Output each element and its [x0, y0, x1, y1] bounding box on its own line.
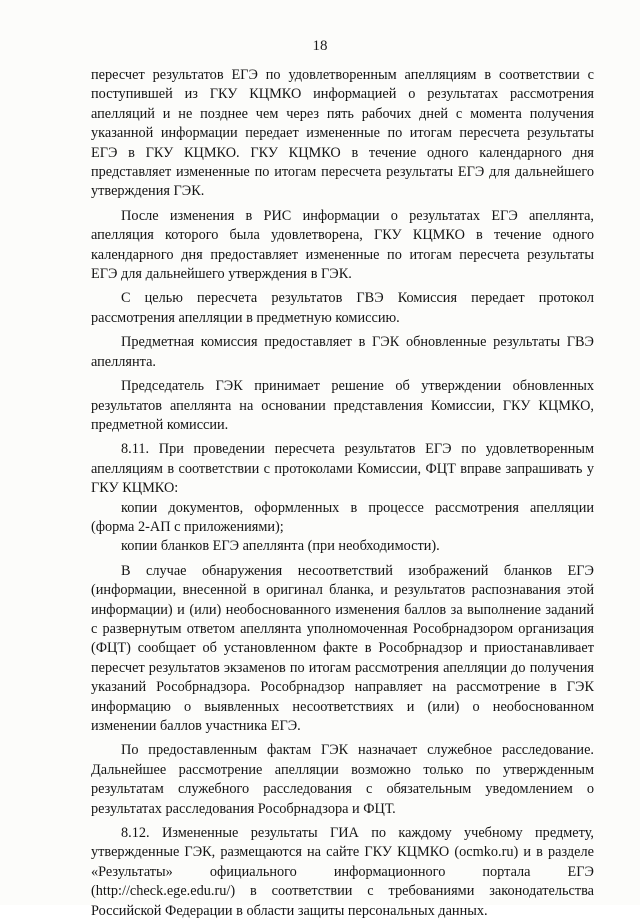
- paragraph-gek-chair: Председатель ГЭК принимает решение об утверждении обновленных результатов апеллянта на основании представления Комиссии, ГКУ КЦМКО, предметной комиссии.: [91, 378, 594, 433]
- paragraph-continuation: пересчет результатов ЕГЭ по удовлетворенным апелляциям в соответствии с поступившей из ГКУ КЦМКО информацией о результатах рассмотрения апелляций и не позднее чем через пять рабочих дней с момента получения указанной информации передает измененные по итогам пересчета результаты ЕГЭ в ГКУ КЦМКО. ГКУ КЦМКО в течение одного календарного дня представляет измененные по итогам пересчета результаты ЕГЭ для дальнейшего утверждения ГЭК.: [91, 67, 594, 200]
- paragraph-discrepancies: В случае обнаружения несоответствий изображений бланков ЕГЭ (информации, внесенной в оригинал бланка, и результатов распознавания этой информации) и (или) необоснованного изменения баллов за выполнение заданий с развернутым ответом апеллянта уполномоченная Рособрнадзором организация (ФЦТ) сообщает об установленном факте в Рособрнадзор и приостанавливает пересчет результатов экзаменов по итогам рассмотрения апелляции до получения указаний Рособрнадзора. Рособрнадзор направляет на рассмотрение в ГЭК информацию о выявленных несоответствиях и (или) о необоснованном изменении баллов участника ЕГЭ.: [91, 562, 594, 734]
- paragraph-ris-update: После изменения в РИС информации о результатах ЕГЭ апеллянта, апелляция которого была удовлетворена, ГКУ КЦМКО в течение одного календарного дня предоставляет измененные по итогам пересчета результаты ЕГЭ для дальнейшего утверждения в ГЭК.: [91, 207, 594, 283]
- page-number: 18: [312, 38, 328, 54]
- paragraph-8-11: 8.11. При проведении пересчета результатов ЕГЭ по удовлетворенным апелляциям в соответствии с протоколами Комиссии, ФЦТ вправе запрашивать у ГКУ КЦМКО:: [91, 441, 594, 497]
- document-body: [91, 66, 594, 921]
- paragraph-gve-recalc: С целью пересчета результатов ГВЭ Комиссия передает протокол рассмотрения апелляции в предметную комиссию.: [91, 290, 594, 326]
- paragraph-8-12: 8.12. Измененные результаты ГИА по каждому учебному предмету, утвержденные ГЭК, размещаются на сайте ГКУ КЦМКО (ocmko.ru) и в разделе «Результаты» официального информационного портала ЕГЭ (http://check.ege.edu.ru/) в соответствии с требованиями законодательства Российской Федерации в области защиты персональных данных.: [91, 825, 594, 919]
- paragraph-subject-commission: Предметная комиссия предоставляет в ГЭК обновленные результаты ГВЭ апеллянта.: [91, 334, 594, 370]
- paragraph-investigation: По предоставленным фактам ГЭК назначает служебное расследование. Дальнейшее рассмотрение апелляции возможно только по утвержденным результатам служебного расследования с обязательным уведомлением о результатах расследования Рособрнадзора и ФЦТ.: [91, 742, 594, 817]
- list-item-form-copies: копии бланков ЕГЭ апеллянта (при необходимости).: [121, 538, 440, 555]
- list-item-document-copies: копии документов, оформленных в процессе рассмотрения апелляции (форма 2-АП с приложениями);: [91, 499, 594, 535]
